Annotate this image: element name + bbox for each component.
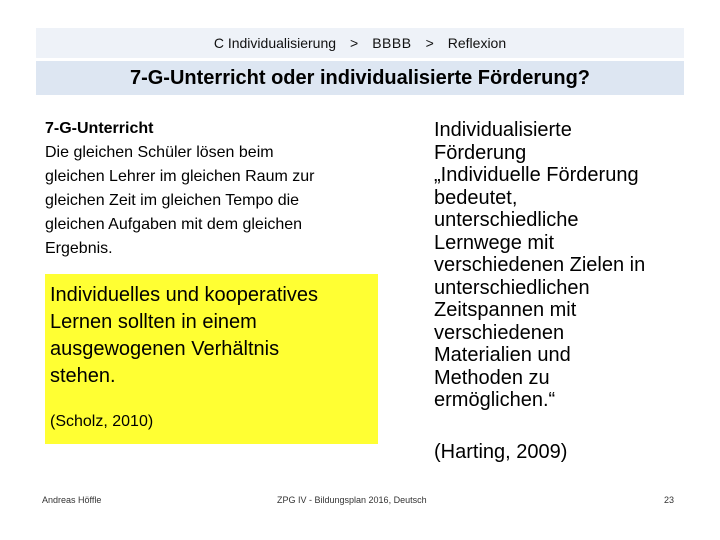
right-quote-line: Lernwege mit [434, 231, 555, 254]
breadcrumb-separator: > [350, 35, 359, 51]
right-quote-line: Zeitspannen mit [434, 299, 577, 321]
left-line: Ergebnis. [45, 240, 113, 257]
breadcrumb-separator: > [425, 35, 434, 51]
slide-title: 7-G-Unterricht oder individualisierte Förderung? [129, 66, 591, 89]
breadcrumb [36, 28, 684, 58]
breadcrumb-item-reflexion[interactable]: Reflexion [447, 35, 507, 51]
right-heading [434, 119, 694, 164]
right-quote-line: verschiedenen Zielen in [434, 254, 646, 276]
left-line: Die gleichen Schüler lösen beim [45, 144, 274, 161]
right-quote-line: Materialien und [434, 344, 571, 366]
left-line: gleichen Zeit im gleichen Tempo die [45, 192, 300, 209]
right-heading-line: Förderung [434, 141, 527, 164]
highlight-citation: (Scholz, 2010) [50, 413, 154, 430]
right-quote [434, 164, 694, 412]
right-quote-line: bedeutet, [434, 186, 518, 209]
right-quote-line: verschiedenen [434, 321, 565, 344]
highlight-line: stehen. [50, 365, 116, 387]
breadcrumb-item-individualisierung[interactable]: C Individualisierung [213, 35, 337, 51]
highlight-line: ausgewogenen Verhältnis [50, 338, 280, 360]
right-quote-line: „Individuelle Förderung [434, 164, 639, 186]
right-citation: (Harting, 2009) [434, 441, 568, 463]
highlight-line: Lernen sollten in einem [50, 311, 257, 333]
breadcrumb-item-bbbb[interactable]: BBBB [372, 35, 412, 51]
right-quote-line: unterschiedlichen [434, 276, 590, 299]
left-text-block [45, 117, 395, 261]
left-line: gleichen Lehrer im gleichen Raum zur [45, 168, 315, 185]
highlight-line: Individuelles und kooperatives [50, 284, 318, 306]
footer-page-number: 23 [664, 495, 675, 505]
right-quote-line: Methoden zu [434, 366, 550, 389]
highlight-box [45, 274, 378, 444]
footer-author: Andreas Höffle [42, 495, 102, 505]
highlight-text [50, 282, 375, 390]
right-quote-line: ermöglichen.“ [434, 389, 556, 411]
footer-center-text: ZPG IV - Bildungsplan 2016, Deutsch [277, 495, 427, 505]
left-heading: 7-G-Unterricht [45, 120, 154, 137]
right-heading-line: Individualisierte [434, 119, 572, 141]
slide-title-bar [36, 61, 684, 95]
right-quote-line: unterschiedliche [434, 209, 579, 231]
right-text-block [434, 119, 694, 412]
left-line: gleichen Aufgaben mit dem gleichen [45, 216, 303, 233]
